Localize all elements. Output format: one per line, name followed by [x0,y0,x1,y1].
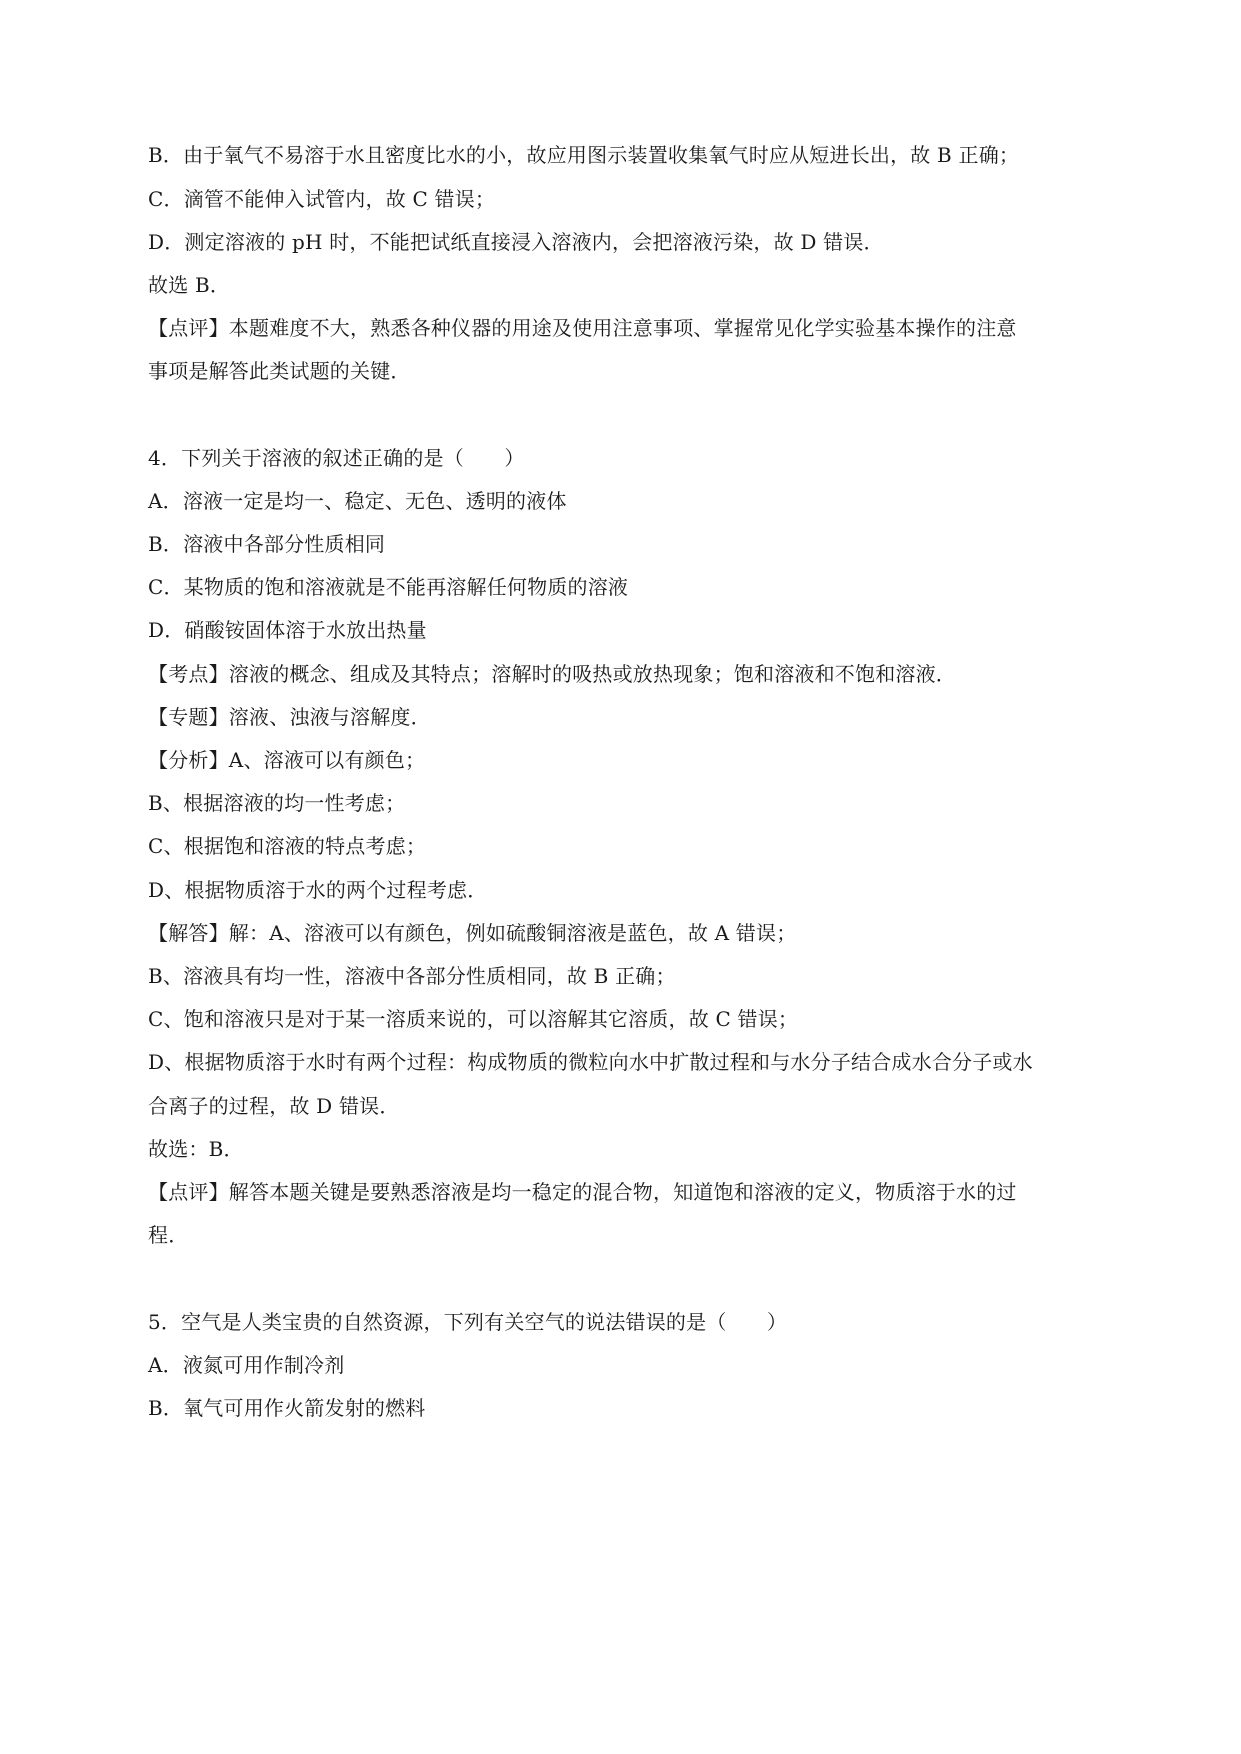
q4-comment-line2: 程． [148,1223,189,1247]
q4-option-a: A．溶液一定是均一、稳定、无色、透明的液体 [148,489,567,513]
q4-option-d: D．硝酸铵固体溶于水放出热量 [148,618,427,642]
q4-zhuanti: 【专题】溶液、浊液与溶解度． [148,705,431,729]
q3-comment-line1: 【点评】本题难度不大，熟悉各种仪器的用途及使用注意事项、掌握常见化学实验基本操作的注意 [148,316,1017,340]
q4-comment-line1: 【点评】解答本题关键是要熟悉溶液是均一稳定的混合物，知道饱和溶液的定义，物质溶于水的过 [148,1180,1017,1204]
q4-jieda-2: B、溶液具有均一性，溶液中各部分性质相同，故 B 正确； [148,964,676,988]
q4-stem: 4．下列关于溶液的叙述正确的是（ ） [148,446,525,470]
q4-fenxi-1: 【分析】A、溶液可以有颜色； [148,748,426,772]
q4-option-c: C．某物质的饱和溶液就是不能再溶解任何物质的溶液 [148,575,629,599]
q3-choice: 故选 B． [148,273,231,297]
q5-stem: 5．空气是人类宝贵的自然资源，下列有关空气的说法错误的是（ ） [148,1310,788,1334]
q4-fenxi-3: C、根据饱和溶液的特点考虑； [148,834,427,858]
q4-jieda-3: C、饱和溶液只是对于某一溶质来说的，可以溶解其它溶质，故 C 错误； [148,1007,799,1031]
q3-comment-line2: 事项是解答此类试题的关键． [148,359,411,383]
q3-option-d: D．测定溶液的 pH 时，不能把试纸直接浸入溶液内，会把溶液污染，故 D 错误． [148,230,884,254]
q4-jieda-1: 【解答】解：A、溶液可以有颜色，例如硫酸铜溶液是蓝色，故 A 错误； [148,921,797,945]
q3-option-b: B．由于氧气不易溶于水且密度比水的小，故应用图示装置收集氧气时应从短进长出，故 B 正确； [148,143,1020,167]
q5-option-a: A．液氮可用作制冷剂 [148,1353,345,1377]
q4-choice: 故选：B． [148,1137,244,1161]
q4-kaodian: 【考点】溶液的概念、组成及其特点；溶解时的吸热或放热现象；饱和溶液和不饱和溶液． [148,662,956,686]
q3-option-c: C．滴管不能伸入试管内，故 C 错误； [148,187,496,211]
q4-option-b: B．溶液中各部分性质相同 [148,532,386,556]
q4-fenxi-2: B、根据溶液的均一性考虑； [148,791,406,815]
q4-jieda-5: 合离子的过程，故 D 错误． [148,1094,400,1118]
q5-option-b: B．氧气可用作火箭发射的燃料 [148,1396,426,1420]
q4-fenxi-4: D、根据物质溶于水的两个过程考虑． [148,878,488,902]
q4-jieda-4: D、根据物质溶于水时有两个过程：构成物质的微粒向水中扩散过程和与水分子结合成水合分子或水 [148,1050,1033,1074]
